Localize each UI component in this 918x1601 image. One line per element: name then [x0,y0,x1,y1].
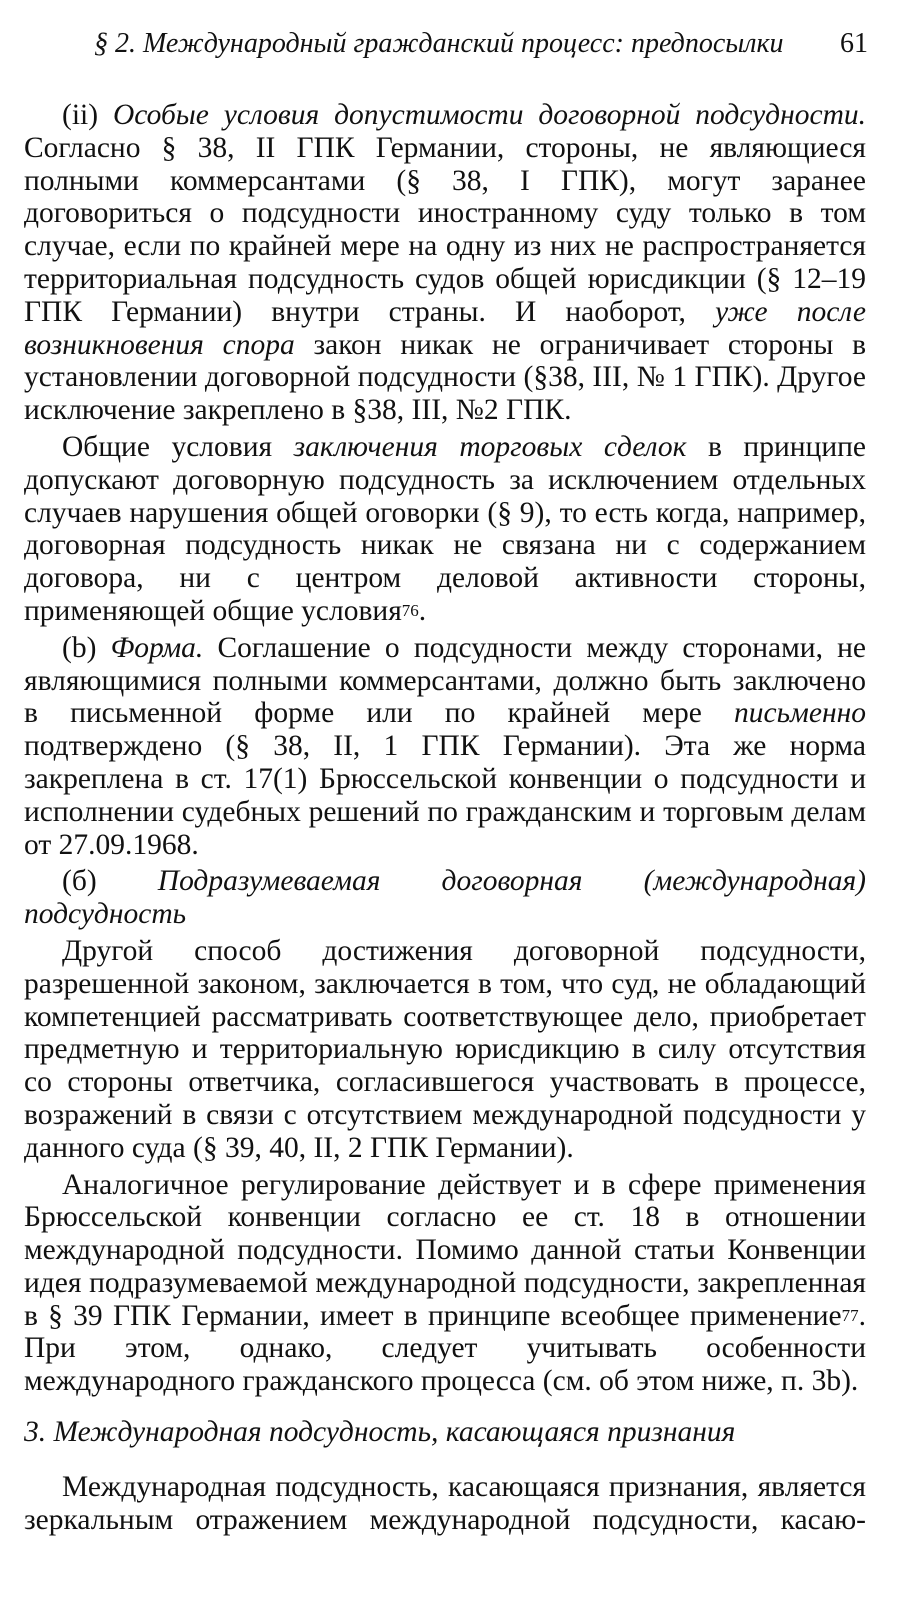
paragraph-form [24,632,866,862]
subsection-marker: (б) [62,865,158,898]
paragraph-recognition-jurisdiction: Международная подсудность, касающаяся признания, является зеркальным отражением международной подсудности, касаю- [24,1470,866,1536]
paragraph-text: закон никак не ограничивает стороны в установлении договорной подсудности (§38, III, № 1 ГПК). Другое исключение закреплено в §38, III, №2 ГПК. [24,328,866,427]
page-number: 61 [840,28,868,59]
emphasis-text: письменно [734,697,866,730]
paragraph-text: . [418,594,427,627]
paragraph-text: Согласно § 38, II ГПК Германии, стороны, не являющиеся полными коммерсантами (§ 38, I ГПК), могут заранее договориться о подсудности иностранному суду только в том случае, если по крайней мере на одну из них не распространяется территориальная подсудность судов общей юрисдикции (§ 12–19 ГПК Германии) внутри страны. И наоборот, [24,131,866,328]
footnote-ref-76: 76 [401,600,419,620]
subsection-marker: (b) [62,631,111,664]
subsection-title: Форма. [110,631,204,664]
paragraph-text: в принципе допускают договорную подсудность за исключением отдельных случаев нарушения общей оговорки (§ 9), то есть когда, например, договорная подсудность никак не связана ни с содержанием договора, ни с центром деловой активности стороны, применяющей общие условия [24,430,867,627]
paragraph-text: подтверждено (§ 38, II, 1 ГПК Германии). Эта же норма закреплена в ст. 17(1) Брюссельской конвенции о подсудности и исполнении судебных решений по гражданским и торговым делам от 27.09.1968. [24,730,866,861]
paragraph-contract-jurisdiction-conditions [24,99,866,427]
paragraph-text: Общие условия [62,430,294,463]
paragraph-text: Соглашение о подсудности между сторонами, не являющимися полными коммерсантами, должно быть заключено в письменной форме или по крайней мере [24,631,866,730]
subsection-heading-implied-jurisdiction [24,865,866,931]
running-head-title: § 2. Международный гражданский процесс: предпосылки [94,28,784,59]
emphasis-text: уже после возникновения спора [24,295,867,361]
subsection-marker: (ii) [62,99,113,131]
section-heading: 3. Международная подсудность, касающаяся признания [24,1416,736,1449]
paragraph-brussels-convention [24,1169,866,1399]
paragraph-text: . При этом, однако, следует учитывать особенности международного гражданского процесса (см. об этом ниже, п. 3b). [24,1299,866,1398]
running-head [24,26,866,66]
footnote-ref-77: 77 [841,1305,859,1325]
emphasis-text: заключения торговых сделок [293,430,687,463]
subsection-title: Подразумеваемая договорная (международная) подсудность [24,865,866,931]
subsection-title: Особые условия допустимости договорной подсудности. [112,99,866,131]
paragraph-general-terms [24,431,866,628]
paragraph-implied-jurisdiction: Другой способ достижения договорной подсудности, разрешенной законом, заключается в том, что суд, не обладающий компетенцией рассматривать соответствующее дело, приобретает предметную и территориальную юрисдикцию в силу отсутствия со стороны ответчика, согласившегося участвовать в процессе, возражений в связи с отсутствием международной подсудности у данного суда (§ 39, 40, II, 2 ГПК Германии). [24,934,866,1164]
paragraph-text: Аналогичное регулирование действует и в сфере применения Брюссельской конвенции согласно ее ст. 18 в отношении международной подсудности. Помимо данной статьи Конвенции идея подразумеваемой международной подсудности, закрепленная в § 39 ГПК Германии, имеет в принципе всеобщее применение [24,1168,866,1332]
